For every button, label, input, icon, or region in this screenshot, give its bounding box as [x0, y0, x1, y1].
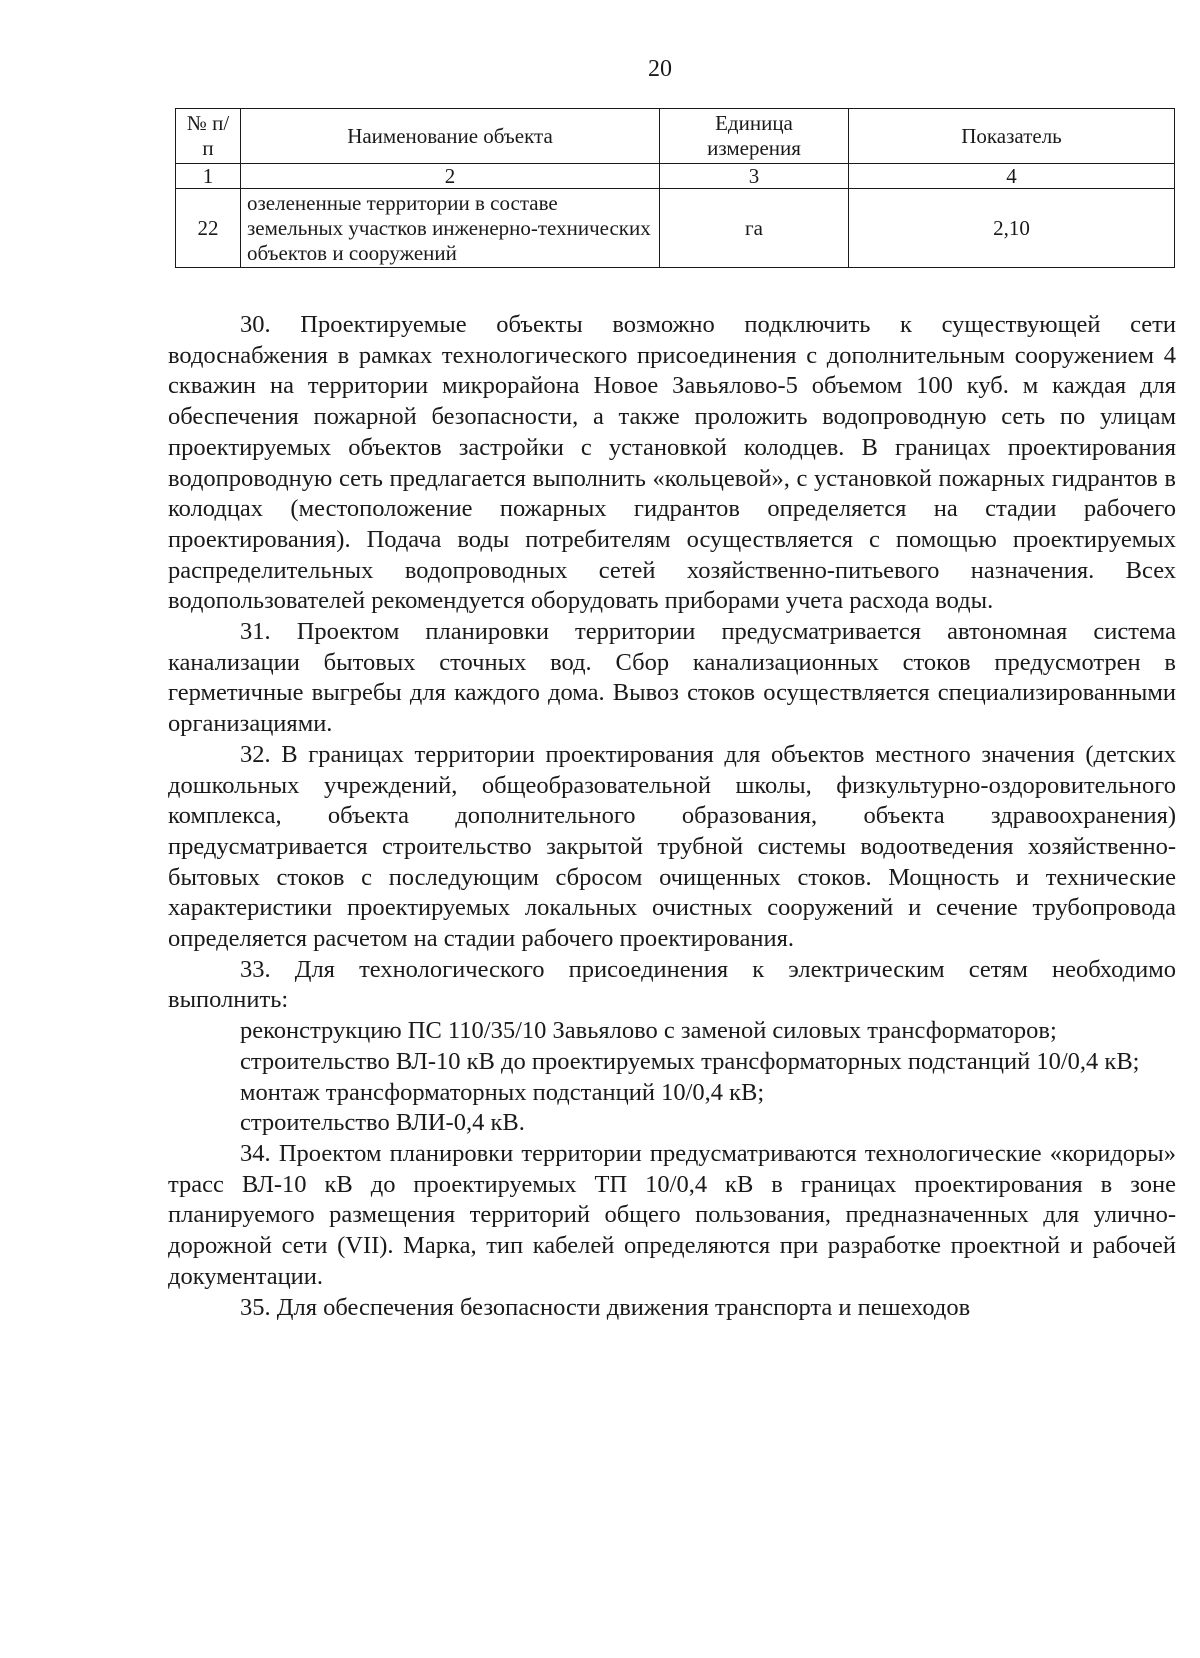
- column-number: 1: [176, 164, 241, 189]
- row-unit: га: [660, 189, 849, 268]
- header-name: Наименование объекта: [241, 109, 660, 164]
- row-name: озелененные территории в составе земельных участков инженерно-технических объектов и сооружений: [241, 189, 660, 268]
- row-value: 2,10: [849, 189, 1175, 268]
- list-item: строительство ВЛИ-0,4 кВ.: [240, 1109, 525, 1137]
- paragraph-33: 33. Для технологического присоединения к электрическим сетям необходимо выполнить:: [168, 955, 1176, 1014]
- paragraph-35: 35. Для обеспечения безопасности движения транспорта и пешеходов: [240, 1293, 971, 1321]
- list-item: монтаж трансформаторных подстанций 10/0,4 кВ;: [240, 1078, 765, 1106]
- page-number: 20: [648, 56, 672, 82]
- column-number: 4: [849, 164, 1175, 189]
- header-unit: Единица измерения: [660, 109, 849, 164]
- table-header-row: [176, 109, 1175, 164]
- column-numbers-row: [176, 164, 1175, 189]
- indicators-table: [175, 108, 1175, 268]
- row-num: 22: [176, 189, 241, 268]
- body-text: [168, 310, 1176, 1323]
- paragraph-30: 30. Проектируемые объекты возможно подключить к существующей сети водоснабжения в рамках технологического присоединения с дополнительным сооружением 4 скважин на территории микрорайона Новое Завьялово-5 объемом 100 куб. м каждая для обеспечения пожарной безопасности, а также проложить водопроводную сеть по улицам проектируемых объектов застройки с установкой колодцев. В границах проектирования водопроводную сеть предлагается выполнить «кольцевой», с установкой пожарных гидрантов в колодцах (местоположение пожарных гидрантов определяется на стадии рабочего проектирования). Подача воды потребителям осуществляется с помощью проектируемых распределительных водопроводных сетей хозяйственно-питьевого назначения. Всех водопользователей рекомендуется оборудовать приборами учета расхода воды.: [168, 311, 1176, 615]
- paragraph-32: 32. В границах территории проектирования для объектов местного значения (детских дошкольных учреждений, общеобразовательной школы, физкультурно-оздоровительного комплекса, объекта дополнительного образования, объекта здравоохранения) предусматривается строительство закрытой трубной системы водоотведения хозяйственно-бытовых стоков с последующим сбросом очищенных стоков. Мощность и технические характеристики проектируемых локальных очистных сооружений и сечение трубопровода определяется расчетом на стадии рабочего проектирования.: [168, 740, 1176, 953]
- paragraph-31: 31. Проектом планировки территории предусматривается автономная система канализации бытовых сточных вод. Сбор канализационных стоков предусмотрен в герметичные выгребы для каждого дома. Вывоз стоков осуществляется специализированными организациями.: [168, 618, 1176, 738]
- header-value: Показатель: [849, 109, 1175, 164]
- list-item: реконструкцию ПС 110/35/10 Завьялово с заменой силовых трансформаторов;: [240, 1017, 1057, 1045]
- column-number: 3: [660, 164, 849, 189]
- column-number: 2: [241, 164, 660, 189]
- header-num: № п/п: [176, 109, 241, 164]
- paragraph-34: 34. Проектом планировки территории предусматриваются технологические «коридоры» трасс ВЛ-10 кВ до проектируемых ТП 10/0,4 кВ в границах проектирования в зоне планируемого размещения территорий общего пользования, предназначенных для улично-дорожной сети (VII). Марка, тип кабелей определяются при разработке проектной и рабочей документации.: [168, 1139, 1176, 1290]
- table-row: [176, 189, 1175, 268]
- list-item: строительство ВЛ-10 кВ до проектируемых трансформаторных подстанций 10/0,4 кВ;: [240, 1047, 1140, 1075]
